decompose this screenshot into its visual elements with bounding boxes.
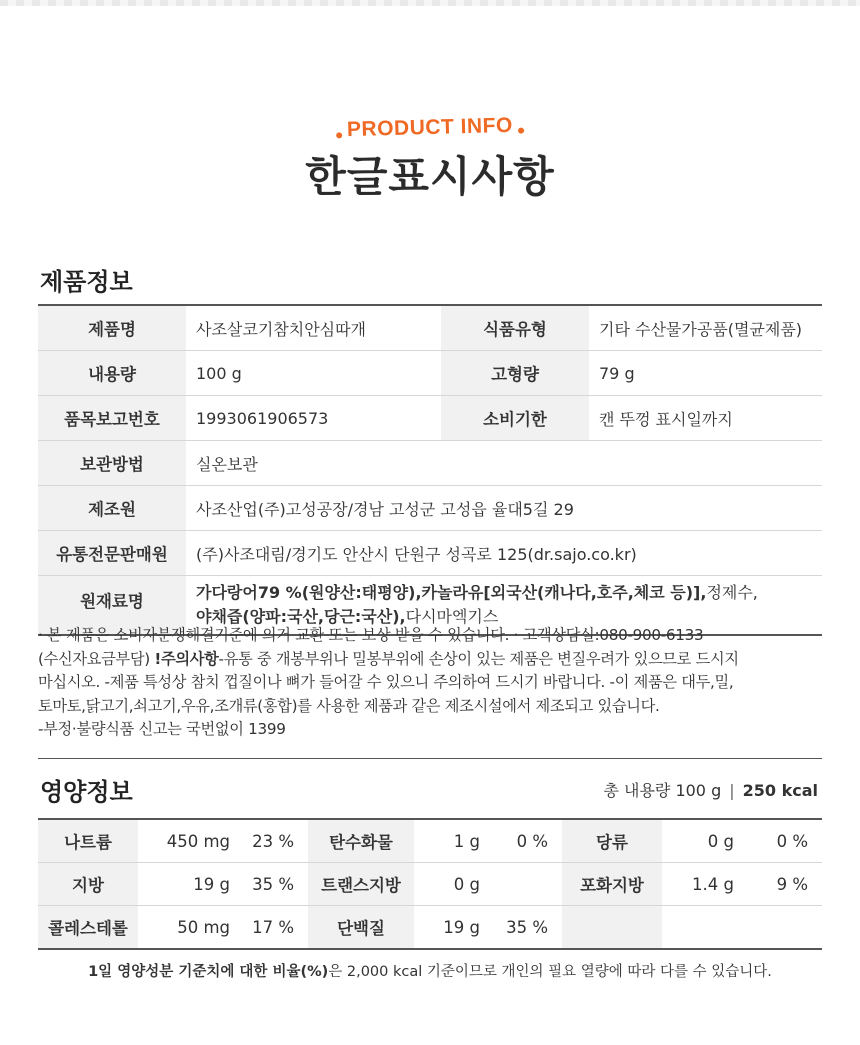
value-cell: 캔 뚜껑 표시일까지 xyxy=(589,396,822,441)
total-separator: | xyxy=(729,781,735,800)
nutrient-name: 당류 xyxy=(562,819,662,863)
notice-line: 마십시오. -제품 특성상 참치 껍질이나 뼈가 들어갈 수 있으니 주의하여 드시기 바랍니다. -이 제품은 대두,밀, xyxy=(38,673,734,691)
product-section-title: 제품정보 xyxy=(40,268,133,296)
empty-cell xyxy=(562,906,662,950)
notice-segment: -유통 중 개봉부위나 밀봉부위에 손상이 있는 제품은 변질우려가 있으므로 드시지 xyxy=(218,649,739,668)
caution-label: !주의사항 xyxy=(154,649,219,668)
nutrition-section-title: 영양정보 xyxy=(40,778,133,806)
ingredients-bold-1: 가다랑어79 %(원양산:태평양),카놀라유[외국산(캐나다,호주,체코 등)], xyxy=(196,583,707,602)
nutrient-amount: 450 mg xyxy=(138,819,236,863)
nutrient-name: 지방 xyxy=(38,863,138,906)
table-row xyxy=(38,486,822,531)
nutrient-name: 트랜스지방 xyxy=(308,863,414,906)
product-info-eyebrow xyxy=(336,114,524,143)
notice-text xyxy=(38,624,828,742)
value-cell: 사조산업(주)고성공장/경남 고성군 고성읍 율대5길 29 xyxy=(186,486,822,531)
table-row xyxy=(38,906,822,950)
label-cell: 원재료명 xyxy=(38,576,186,636)
nutrition-footnote xyxy=(0,960,860,981)
value-cell: 실온보관 xyxy=(186,441,822,486)
value-cell: 79 g xyxy=(589,351,822,396)
nutrient-amount: 19 g xyxy=(443,917,480,937)
table-row xyxy=(38,863,822,906)
label-cell: 제조원 xyxy=(38,486,186,531)
nutrient-name: 포화지방 xyxy=(562,863,662,906)
top-border xyxy=(0,0,860,6)
ingredients-plain-2: 다시마엑기스 xyxy=(405,607,499,626)
value-cell: 100 g xyxy=(186,351,441,396)
nutrient-name: 나트륨 xyxy=(38,819,138,863)
total-kcal: 250 kcal xyxy=(742,781,818,800)
label-cell: 제품명 xyxy=(38,305,186,351)
nutrient-percent: 9 % xyxy=(740,863,822,906)
nutrient-amount: 0 g xyxy=(414,863,486,906)
notice-segment: (수신자요금부담) xyxy=(38,649,155,668)
footnote-rest: 은 2,000 kcal 기준이므로 개인의 필요 열량에 따라 다를 수 있습니다. xyxy=(328,964,772,980)
dot-icon xyxy=(518,128,524,134)
footnote-bold: 1일 영양성분 기준치에 대한 비율(%) xyxy=(88,964,329,980)
nutrient-percent: 0 % xyxy=(486,819,562,863)
page-title: 한글표시사항 xyxy=(305,152,555,201)
nutrient-percent: 17 % xyxy=(252,917,294,937)
label-cell: 내용량 xyxy=(38,351,186,396)
eyebrow-text: PRODUCT INFO xyxy=(346,113,514,142)
nutrient-name: 탄수화물 xyxy=(308,819,414,863)
nutrient-percent: 35 % xyxy=(506,917,548,937)
page-header xyxy=(0,113,860,204)
nutrient-amount: 0 g xyxy=(662,819,740,863)
label-cell: 소비기한 xyxy=(441,396,589,441)
notice-line: -부정·불량식품 신고는 국번없이 1399 xyxy=(38,720,286,738)
table-row xyxy=(38,305,822,351)
nutrient-name: 콜레스테롤 xyxy=(38,906,138,950)
nutrient-percent: 0 % xyxy=(740,819,822,863)
nutrition-total xyxy=(603,778,818,801)
nutrient-amount: 1 g xyxy=(414,819,486,863)
table-row xyxy=(38,351,822,396)
label-cell: 품목보고번호 xyxy=(38,396,186,441)
nutrient-amount: 19 g xyxy=(138,863,236,906)
section-divider xyxy=(38,758,822,759)
nutrient-amount: 1.4 g xyxy=(662,863,740,906)
empty-cell xyxy=(740,906,822,950)
nutrient-percent xyxy=(486,863,562,906)
label-cell: 고형량 xyxy=(441,351,589,396)
product-info-table xyxy=(38,304,822,636)
label-cell: 유통전문판매원 xyxy=(38,531,186,576)
label-cell: 식품유형 xyxy=(441,305,589,351)
value-cell: 기타 수산물가공품(멸균제품) xyxy=(589,305,822,351)
nutrient-percent: 35 % xyxy=(236,863,308,906)
table-row xyxy=(38,819,822,863)
table-row xyxy=(38,441,822,486)
table-row xyxy=(38,396,822,441)
empty-cell xyxy=(662,906,740,950)
notice-line xyxy=(38,648,828,672)
ingredients-plain-1: 정제수, xyxy=(706,583,758,602)
nutrient-amount: 50 mg xyxy=(177,917,230,937)
notice-line: · 본 제품은 소비자분쟁해결기준에 의거 교환 또는 보상 받을 수 있습니다. · 고객상담실:080-900-6133 xyxy=(38,626,704,644)
notice-line: 토마토,닭고기,쇠고기,우유,조개류(홍합)를 사용한 제품과 같은 제조시설에서 제조되고 있습니다. xyxy=(38,696,660,715)
value-cell: (주)사조대림/경기도 안산시 단원구 성곡로 125(dr.sajo.co.kr) xyxy=(186,531,822,576)
table-row xyxy=(38,531,822,576)
label-cell: 보관방법 xyxy=(38,441,186,486)
nutrient-percent: 23 % xyxy=(236,819,308,863)
nutrient-name: 단백질 xyxy=(308,906,414,950)
total-amount: 총 내용량 100 g xyxy=(603,781,722,800)
dot-icon xyxy=(336,132,342,138)
ingredients-bold-2: 야채즙(양파:국산,당근:국산), xyxy=(196,607,406,626)
nutrition-table xyxy=(38,818,822,950)
value-cell: 1993061906573 xyxy=(186,396,441,441)
value-cell: 사조살코기참치안심따개 xyxy=(186,305,441,351)
